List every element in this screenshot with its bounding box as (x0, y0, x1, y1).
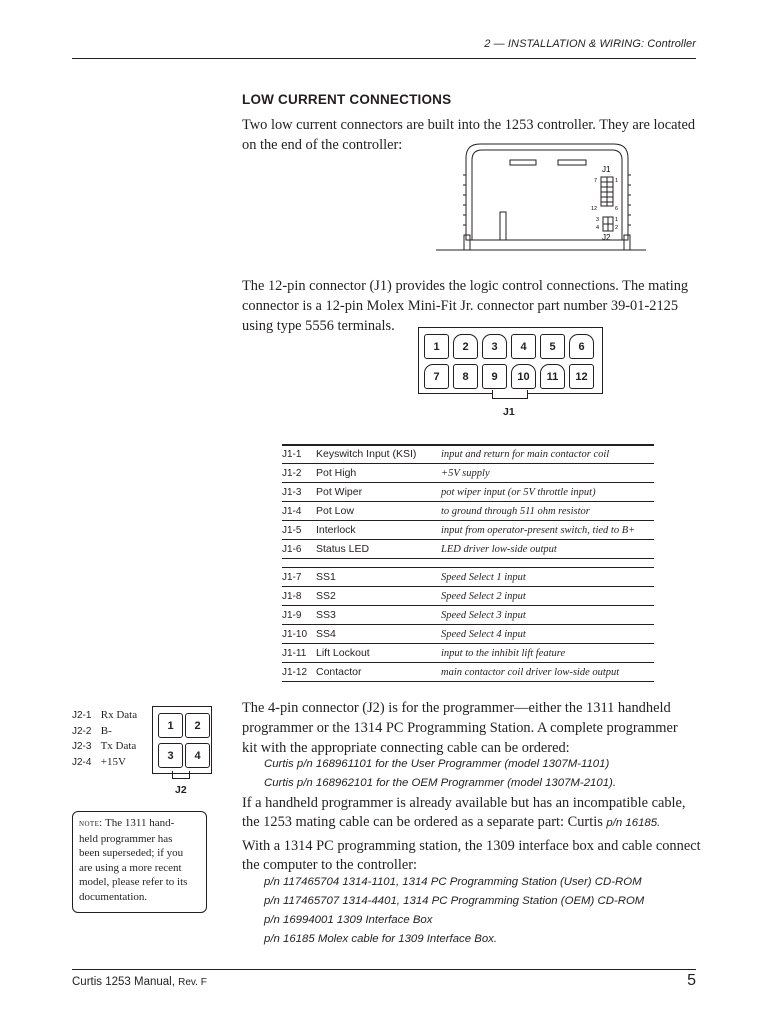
figure-pin-label: 7 (594, 178, 598, 184)
figure-pin-label: 1 (615, 178, 619, 184)
pin-id: J1-2 (282, 464, 316, 483)
j2-pin: 4 (185, 743, 210, 768)
table-row (282, 625, 654, 644)
j1-pin: 10 (511, 364, 536, 389)
handheld-line-1: If a handheld programmer is already available but has an incompatible cable, (242, 795, 686, 811)
pin-id: J1-3 (282, 483, 316, 502)
part-number: p/n 117465704 1314-1101, 1314 PC Programming Station (User) CD-ROM (264, 876, 642, 888)
j2-latch (172, 771, 190, 779)
j2-pin-list (72, 708, 137, 770)
list-item (72, 755, 137, 771)
note-line: held programmer has (79, 832, 173, 845)
j2-pin: 3 (158, 743, 183, 768)
kit-part-user: Curtis p/n 168961101 for the User Programmer (model 1307M-1101) (264, 758, 610, 770)
j1-latch (492, 390, 528, 399)
j1-pin: 1 (424, 334, 449, 359)
footer-manual-title (72, 976, 207, 988)
pin-table-group-2 (282, 568, 654, 682)
intro-line-2: on the end of the controller: (242, 137, 403, 153)
pin-name: Pot Wiper (316, 483, 441, 502)
figure-j2-label: J2 (602, 233, 611, 242)
j2-pin-id: J2-4 (72, 756, 92, 768)
controller-end-figure (436, 140, 646, 255)
note-line: documentation. (79, 890, 148, 903)
pin-id: J1-4 (282, 502, 316, 521)
page-number: 5 (687, 972, 696, 989)
pin-id: J1-5 (282, 521, 316, 540)
figure-j1-label: J1 (602, 165, 611, 174)
pin-name: SS2 (316, 587, 441, 606)
figure-pin-label: 6 (615, 206, 619, 212)
pin-id: J1-12 (282, 663, 316, 682)
j2-line-3: kit with the appropriate connecting cable can be ordered: (242, 740, 570, 756)
running-header: 2 — INSTALLATION & WIRING: Controller (484, 38, 696, 50)
j2-pin-name: Rx Data (100, 709, 138, 721)
j1-pin: 11 (540, 364, 565, 389)
intro-line-1: Two low current connectors are built into the 1253 controller. They are located (242, 117, 696, 133)
part-number: p/n 117465707 1314-4401, 1314 PC Programming Station (OEM) CD-ROM (264, 895, 645, 907)
table-row (282, 483, 654, 502)
handheld-line-2-text: the 1253 mating cable can be ordered as a separate part: Curtis (242, 814, 607, 830)
j2-pin-name: B- (100, 724, 112, 737)
note-line: been superseded; if you (79, 847, 184, 859)
table-row (282, 663, 654, 682)
j2-label: J2 (175, 784, 187, 796)
pc-line-2: the computer to the controller: (242, 857, 418, 873)
j1-pin: 4 (511, 334, 536, 359)
j1-connector (418, 327, 603, 394)
j1-pin: 12 (569, 364, 594, 389)
table-row (282, 540, 654, 559)
pin-name: SS1 (316, 568, 441, 587)
j2-pin: 2 (185, 713, 210, 738)
note-line: The 1311 hand- (105, 817, 175, 829)
j2-line-1: The 4-pin connector (J2) is for the programmer—either the 1311 handheld (242, 700, 671, 716)
j2-pin-name: Tx Data (100, 740, 137, 752)
j1-pin: 2 (453, 334, 478, 359)
list-item (72, 724, 137, 740)
figure-pin-label: 3 (596, 217, 600, 223)
note-line: are using a more recent (79, 861, 182, 874)
pin-id: J1-9 (282, 606, 316, 625)
j1-pin: 3 (482, 334, 507, 359)
pin-id: J1-1 (282, 445, 316, 464)
j2-pin-name: +15V (100, 755, 126, 768)
j2-pin-id: J2-1 (72, 710, 92, 721)
footer-manual: Curtis 1253 Manual, (72, 976, 175, 988)
pin-description: +5V supply (441, 464, 654, 483)
table-row (282, 644, 654, 663)
table-row (282, 521, 654, 540)
handheld-line-2 (242, 812, 660, 833)
j1-line-2: connector is a 12-pin Molex Mini-Fit Jr. connector part number 39-01-2125 (242, 298, 679, 314)
figure-pin-label: 2 (615, 225, 619, 231)
pin-name: Pot Low (316, 502, 441, 521)
mating-cable-part: p/n 16185. (606, 817, 661, 829)
figure-pin-label: 4 (596, 225, 600, 231)
j2-pin-id: J2-2 (72, 725, 92, 737)
part-number: p/n 16994001 1309 Interface Box (264, 914, 433, 926)
pin-description: input from operator-present switch, tied to B+ (441, 521, 654, 540)
j2-connector (152, 706, 212, 774)
pin-description: pot wiper input (or 5V throttle input) (441, 483, 654, 502)
pin-name: Contactor (316, 663, 441, 682)
table-row (282, 445, 654, 464)
pin-name: Pot High (316, 464, 441, 483)
figure-pin-label: 12 (591, 206, 598, 212)
j1-pin: 9 (482, 364, 507, 389)
pin-description: to ground through 511 ohm resistor (441, 502, 654, 521)
pin-description: Speed Select 1 input (441, 568, 654, 587)
kit-part-oem: Curtis p/n 168962101 for the OEM Programmer (model 1307M-2101). (264, 777, 617, 789)
table-row (282, 568, 654, 587)
note-label: note: (79, 818, 103, 829)
pc-line-1: With a 1314 PC programming station, the 1309 interface box and cable connect (242, 838, 701, 854)
j1-label: J1 (503, 406, 515, 418)
table-row (282, 606, 654, 625)
j1-pin: 8 (453, 364, 478, 389)
pin-name: Interlock (316, 521, 441, 540)
pin-id: J1-10 (282, 625, 316, 644)
section-title: LOW CURRENT CONNECTIONS (242, 92, 452, 107)
pin-description: main contactor coil driver low-side output (441, 663, 654, 682)
table-row (282, 502, 654, 521)
note-text (79, 816, 201, 904)
pin-table-group-1 (282, 445, 654, 559)
pin-description: input to the inhibit lift feature (441, 644, 654, 663)
pin-name: SS4 (316, 625, 441, 644)
j1-pin: 7 (424, 364, 449, 389)
pin-id: J1-11 (282, 644, 316, 663)
list-item (72, 708, 137, 724)
pin-description: Speed Select 2 input (441, 587, 654, 606)
footer-rule (72, 969, 696, 970)
pin-description: input and return for main contactor coil (441, 445, 654, 464)
pin-description: Speed Select 4 input (441, 625, 654, 644)
j2-line-2: programmer or the 1314 PC Programming Station. A complete programmer (242, 720, 678, 736)
table-row (282, 464, 654, 483)
list-item (72, 739, 137, 755)
j1-pin: 5 (540, 334, 565, 359)
footer-rev: Rev. F (178, 977, 207, 988)
j1-line-3: using type 5556 terminals. (242, 318, 395, 334)
figure-pin-label: 1 (615, 217, 619, 223)
header-rule (72, 58, 696, 59)
pin-name: Lift Lockout (316, 644, 441, 663)
pin-name: SS3 (316, 606, 441, 625)
table-row (282, 587, 654, 606)
note-line: model, please refer to its (79, 876, 188, 888)
j2-pin: 1 (158, 713, 183, 738)
pin-name: Keyswitch Input (KSI) (316, 445, 441, 464)
part-number: p/n 16185 Molex cable for 1309 Interface Box. (264, 933, 498, 945)
j1-pin: 6 (569, 334, 594, 359)
pin-name: Status LED (316, 540, 441, 559)
pin-id: J1-8 (282, 587, 316, 606)
pin-description: Speed Select 3 input (441, 606, 654, 625)
pin-id: J1-6 (282, 540, 316, 559)
j1-line-1: The 12-pin connector (J1) provides the logic control connections. The mating (242, 278, 689, 294)
pin-id: J1-7 (282, 568, 316, 587)
pin-description: LED driver low-side output (441, 540, 654, 559)
j2-pin-id: J2-3 (72, 741, 92, 752)
